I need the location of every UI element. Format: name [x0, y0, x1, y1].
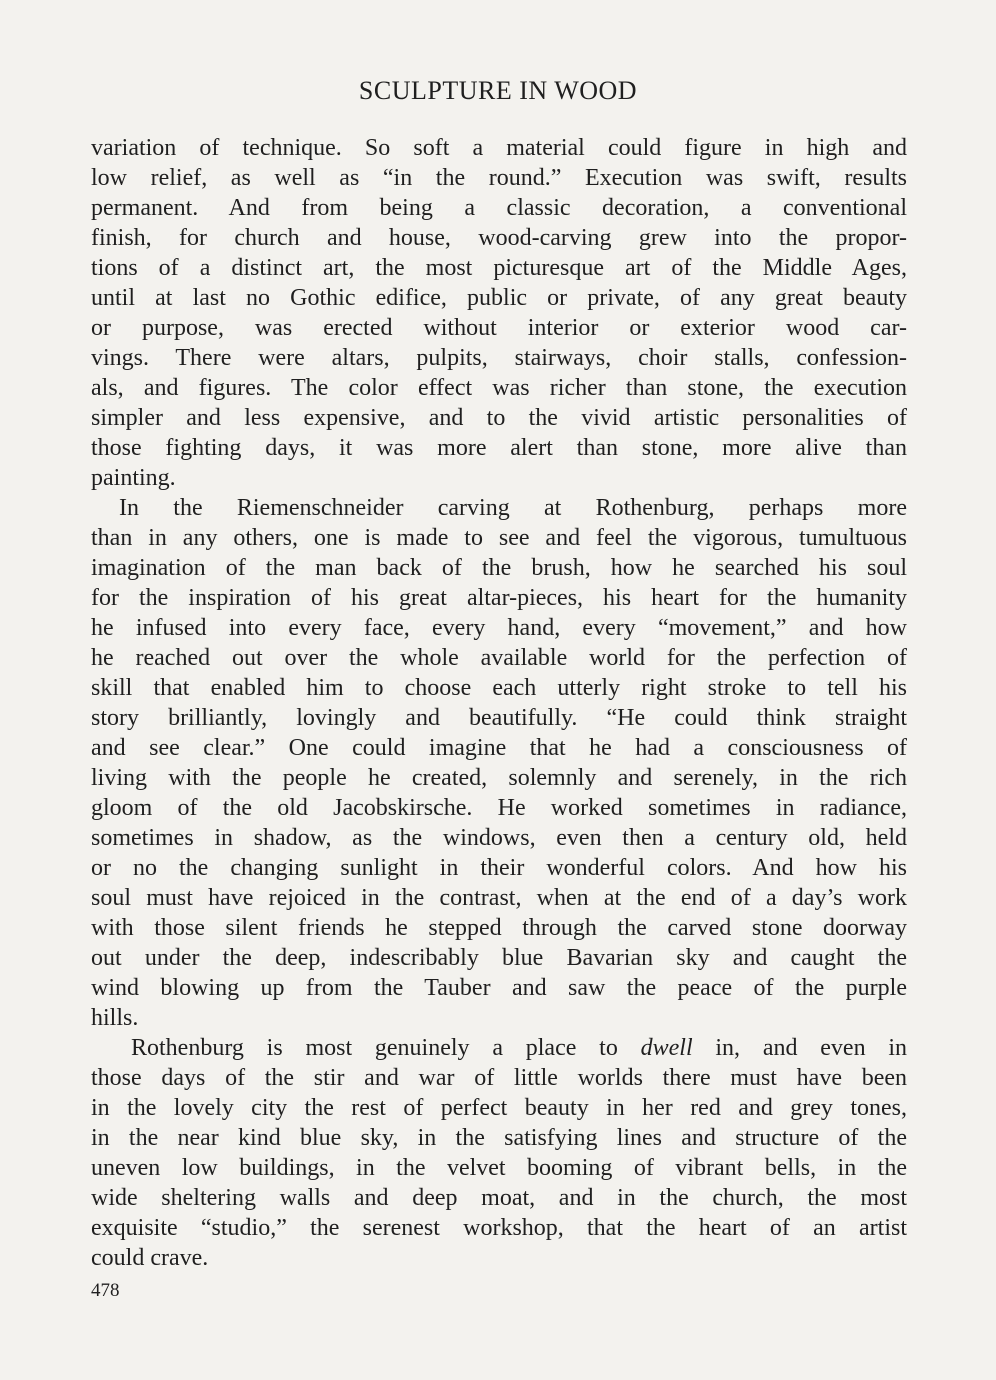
emphasis-word: dwell — [640, 1035, 693, 1061]
text-line: and see clear.” One could imagine that he had a consciousness of — [91, 735, 907, 761]
text-line: wind blowing up from the Tauber and saw the peace of the purple — [91, 975, 907, 1001]
paragraph-first-line: In the Riemenschneider carving at Rothenburg, perhaps more — [119, 495, 907, 521]
text-line: with those silent friends he stepped through the carved stone doorway — [91, 915, 907, 941]
text-line: als, and figures. The color effect was richer than stone, the execution — [91, 375, 907, 401]
text-line: hills. — [91, 1005, 139, 1031]
text-line: imagination of the man back of the brush, how he searched his soul — [91, 555, 907, 581]
text-line: variation of technique. So soft a material could figure in high and — [91, 135, 907, 161]
text-line: skill that enabled him to choose each utterly right stroke to tell his — [91, 675, 907, 701]
body-text — [91, 133, 907, 1273]
text-line: in the near kind blue sky, in the satisfying lines and structure of the — [91, 1125, 907, 1151]
text-line: he reached out over the whole available world for the perfection of — [91, 645, 907, 671]
text-line: soul must have rejoiced in the contrast, when at the end of a day’s work — [91, 885, 907, 911]
page-number: 478 — [91, 1280, 120, 1301]
text-line: those fighting days, it was more alert than stone, more alive than — [91, 435, 907, 461]
text-line: simpler and less expensive, and to the vivid artistic personalities of — [91, 405, 907, 431]
text-line: out under the deep, indescribably blue Bavarian sky and caught the — [91, 945, 907, 971]
text-line: or purpose, was erected without interior or exterior wood car- — [91, 315, 907, 341]
text-line: exquisite “studio,” the serenest workshop, that the heart of an artist — [91, 1215, 907, 1241]
text-line: finish, for church and house, wood-carving grew into the propor- — [91, 225, 907, 251]
text-line: gloom of the old Jacobskirsche. He worked sometimes in radiance, — [91, 795, 907, 821]
text-line: wide sheltering walls and deep moat, and in the church, the most — [91, 1185, 907, 1211]
text-line: story brilliantly, lovingly and beautifully. “He could think straight — [91, 705, 907, 731]
text-line: could crave. — [91, 1245, 209, 1271]
text-line: tions of a distinct art, the most picturesque art of the Middle Ages, — [91, 255, 907, 281]
text-line: vings. There were altars, pulpits, stairways, choir stalls, confession- — [91, 345, 907, 371]
text-line: sometimes in shadow, as the windows, even then a century old, held — [91, 825, 907, 851]
text-line: than in any others, one is made to see and feel the vigorous, tumultuous — [91, 525, 907, 551]
running-head: SCULPTURE IN WOOD — [358, 76, 638, 105]
text-line: permanent. And from being a classic decoration, a conventional — [91, 195, 907, 221]
text-line: he infused into every face, every hand, every “movement,” and how — [91, 615, 907, 641]
text-line: uneven low buildings, in the velvet booming of vibrant bells, in the — [91, 1155, 907, 1181]
text-line: for the inspiration of his great altar-pieces, his heart for the humanity — [91, 585, 907, 611]
text-line: those days of the stir and war of little worlds there must have been — [91, 1065, 907, 1091]
text-line: until at last no Gothic edifice, public or private, of any great beauty — [91, 285, 907, 311]
text-line: or no the changing sunlight in their wonderful colors. And how his — [91, 855, 907, 881]
text-line: living with the people he created, solemnly and serenely, in the rich — [91, 765, 907, 791]
text-line: low relief, as well as “in the round.” Execution was swift, results — [91, 165, 907, 191]
text-run: Rothenburg is most genuinely a place to — [131, 1035, 641, 1061]
text-line: in the lovely city the rest of perfect beauty in her red and grey tones, — [91, 1095, 907, 1121]
text-line: painting. — [91, 465, 176, 491]
paragraph-first-line — [91, 1033, 907, 1063]
text-run: in, and even in — [692, 1035, 907, 1061]
